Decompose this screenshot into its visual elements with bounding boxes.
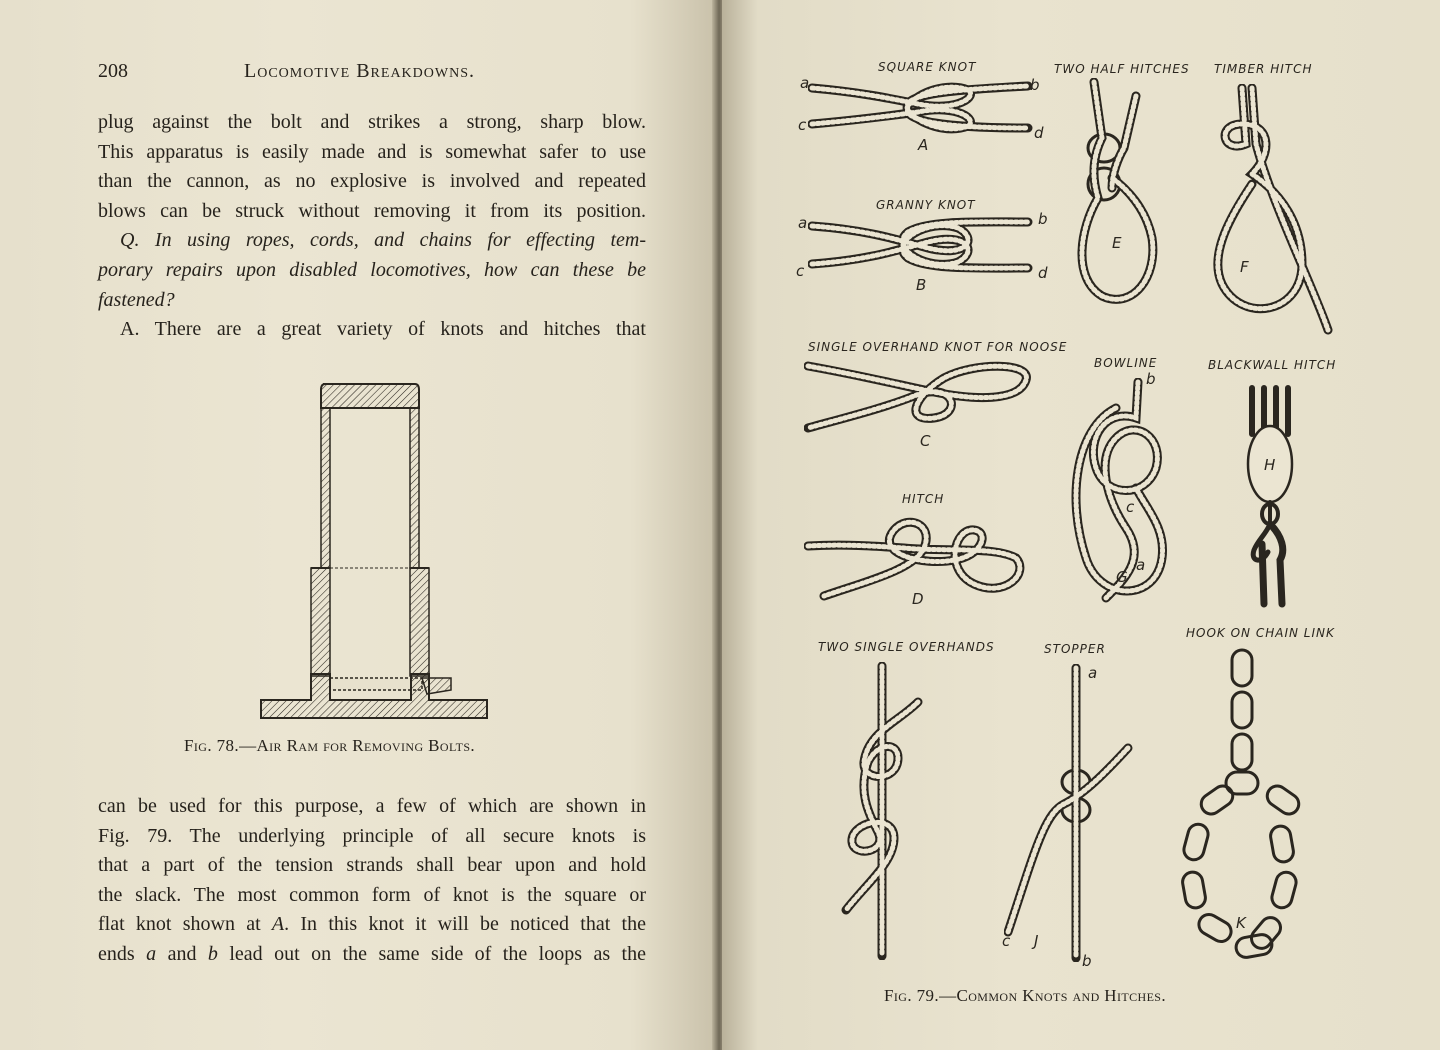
granny-knot-drawing bbox=[808, 212, 1038, 282]
end-label: b bbox=[1082, 952, 1092, 970]
paragraph-continued bbox=[98, 792, 646, 970]
question-line: Q. In using ropes, cords, and chains for effecting tem- bbox=[120, 229, 646, 252]
two-single-overhands-drawing bbox=[838, 662, 924, 960]
two-half-hitches-drawing bbox=[1072, 78, 1164, 306]
knot-letter: K bbox=[1236, 914, 1246, 932]
knot-letter: A bbox=[918, 136, 929, 154]
text-line: This apparatus is easily made and is somewhat safer to use bbox=[98, 140, 646, 163]
text-run: lead out on the same side of the loops as the bbox=[217, 942, 646, 965]
end-label: c bbox=[1002, 932, 1011, 950]
end-label: b bbox=[1038, 210, 1048, 228]
overhand-noose-title: SINGLE OVERHAND KNOT FOR NOOSE bbox=[808, 340, 1068, 354]
text-run: and bbox=[156, 942, 208, 965]
text-line: plug against the bolt and strikes a strong, sharp blow. bbox=[98, 111, 646, 133]
knot-letter: E bbox=[1112, 234, 1122, 252]
end-label: a bbox=[1136, 556, 1146, 574]
hitch-title: HITCH bbox=[902, 492, 945, 506]
text-line: than the cannon, as no explosive is involved and repeated bbox=[98, 170, 646, 193]
text-line bbox=[98, 910, 646, 940]
text-line: Fig. 79. The underlying principle of all secure knots is bbox=[98, 824, 646, 847]
square-knot-title: SQUARE KNOT bbox=[878, 60, 977, 74]
bowline-title: BOWLINE bbox=[1094, 356, 1158, 370]
end-label: d bbox=[1038, 264, 1048, 282]
text-run-italic: A bbox=[271, 913, 285, 936]
text-line bbox=[98, 940, 646, 970]
text-run: . In this knot it will be noticed that the bbox=[284, 913, 646, 936]
figure-79-caption: Fig. 79.—Common Knots and Hitches. bbox=[884, 986, 1167, 1005]
text-run-italic: b bbox=[207, 942, 218, 965]
end-label: c bbox=[798, 116, 807, 134]
knot-letter: H bbox=[1264, 456, 1276, 474]
end-label: a bbox=[800, 74, 810, 92]
air-ram-figure bbox=[255, 378, 491, 724]
end-label: b bbox=[1146, 370, 1156, 388]
text-line: that a part of the tension strands shall bear upon and hold bbox=[98, 854, 646, 877]
text-line: can be used for this purpose, a few of which are shown in bbox=[98, 795, 646, 817]
knot-letter: G bbox=[1116, 568, 1128, 586]
knot-letter: D bbox=[912, 590, 924, 608]
figure-78-caption: Fig. 78.—Air Ram for Removing Bolts. bbox=[184, 736, 476, 755]
timber-hitch-drawing bbox=[1212, 84, 1334, 338]
hook-on-chain-link-title: HOOK ON CHAIN LINK bbox=[1186, 626, 1335, 640]
blackwall-hitch-drawing bbox=[1238, 384, 1302, 610]
two-single-overhands-title: TWO SINGLE OVERHANDS bbox=[818, 640, 995, 654]
knot-letter: F bbox=[1240, 258, 1249, 276]
end-label: d bbox=[1034, 124, 1044, 142]
end-label: a bbox=[798, 214, 808, 232]
paragraph-intro bbox=[98, 108, 646, 345]
text-run: flat knot shown at bbox=[98, 913, 272, 936]
end-label: a bbox=[1088, 664, 1098, 682]
text-run: ends bbox=[98, 942, 147, 965]
knot-letter: B bbox=[916, 276, 927, 294]
knot-letter: C bbox=[920, 432, 931, 450]
running-head bbox=[98, 60, 646, 92]
left-page bbox=[0, 0, 716, 1050]
text-line: blows can be struck without removing it from its position. bbox=[98, 199, 646, 222]
end-label: b bbox=[1030, 76, 1040, 94]
question-line: porary repairs upon disabled locomotives, how can these be bbox=[98, 258, 646, 281]
text-run-italic: a bbox=[146, 942, 157, 965]
end-label: c bbox=[1126, 498, 1135, 516]
stopper-drawing bbox=[1004, 664, 1138, 962]
end-label: c bbox=[796, 262, 805, 280]
knot-letter: J bbox=[1034, 932, 1039, 950]
granny-knot-title: GRANNY KNOT bbox=[876, 198, 976, 212]
blackwall-hitch-title: BLACKWALL HITCH bbox=[1208, 358, 1337, 372]
running-title: Locomotive Breakdowns. bbox=[244, 60, 475, 82]
text-line: the slack. The most common form of knot is the square or bbox=[98, 883, 646, 906]
overhand-noose-drawing bbox=[804, 356, 1036, 436]
question-line: fastened? bbox=[98, 288, 175, 311]
answer-line: A. There are a great variety of knots and hitches that bbox=[120, 318, 646, 341]
stopper-title: STOPPER bbox=[1044, 642, 1106, 656]
two-half-hitches-title: TWO HALF HITCHES bbox=[1054, 62, 1190, 76]
timber-hitch-title: TIMBER HITCH bbox=[1214, 62, 1313, 76]
page-number: 208 bbox=[98, 60, 128, 82]
